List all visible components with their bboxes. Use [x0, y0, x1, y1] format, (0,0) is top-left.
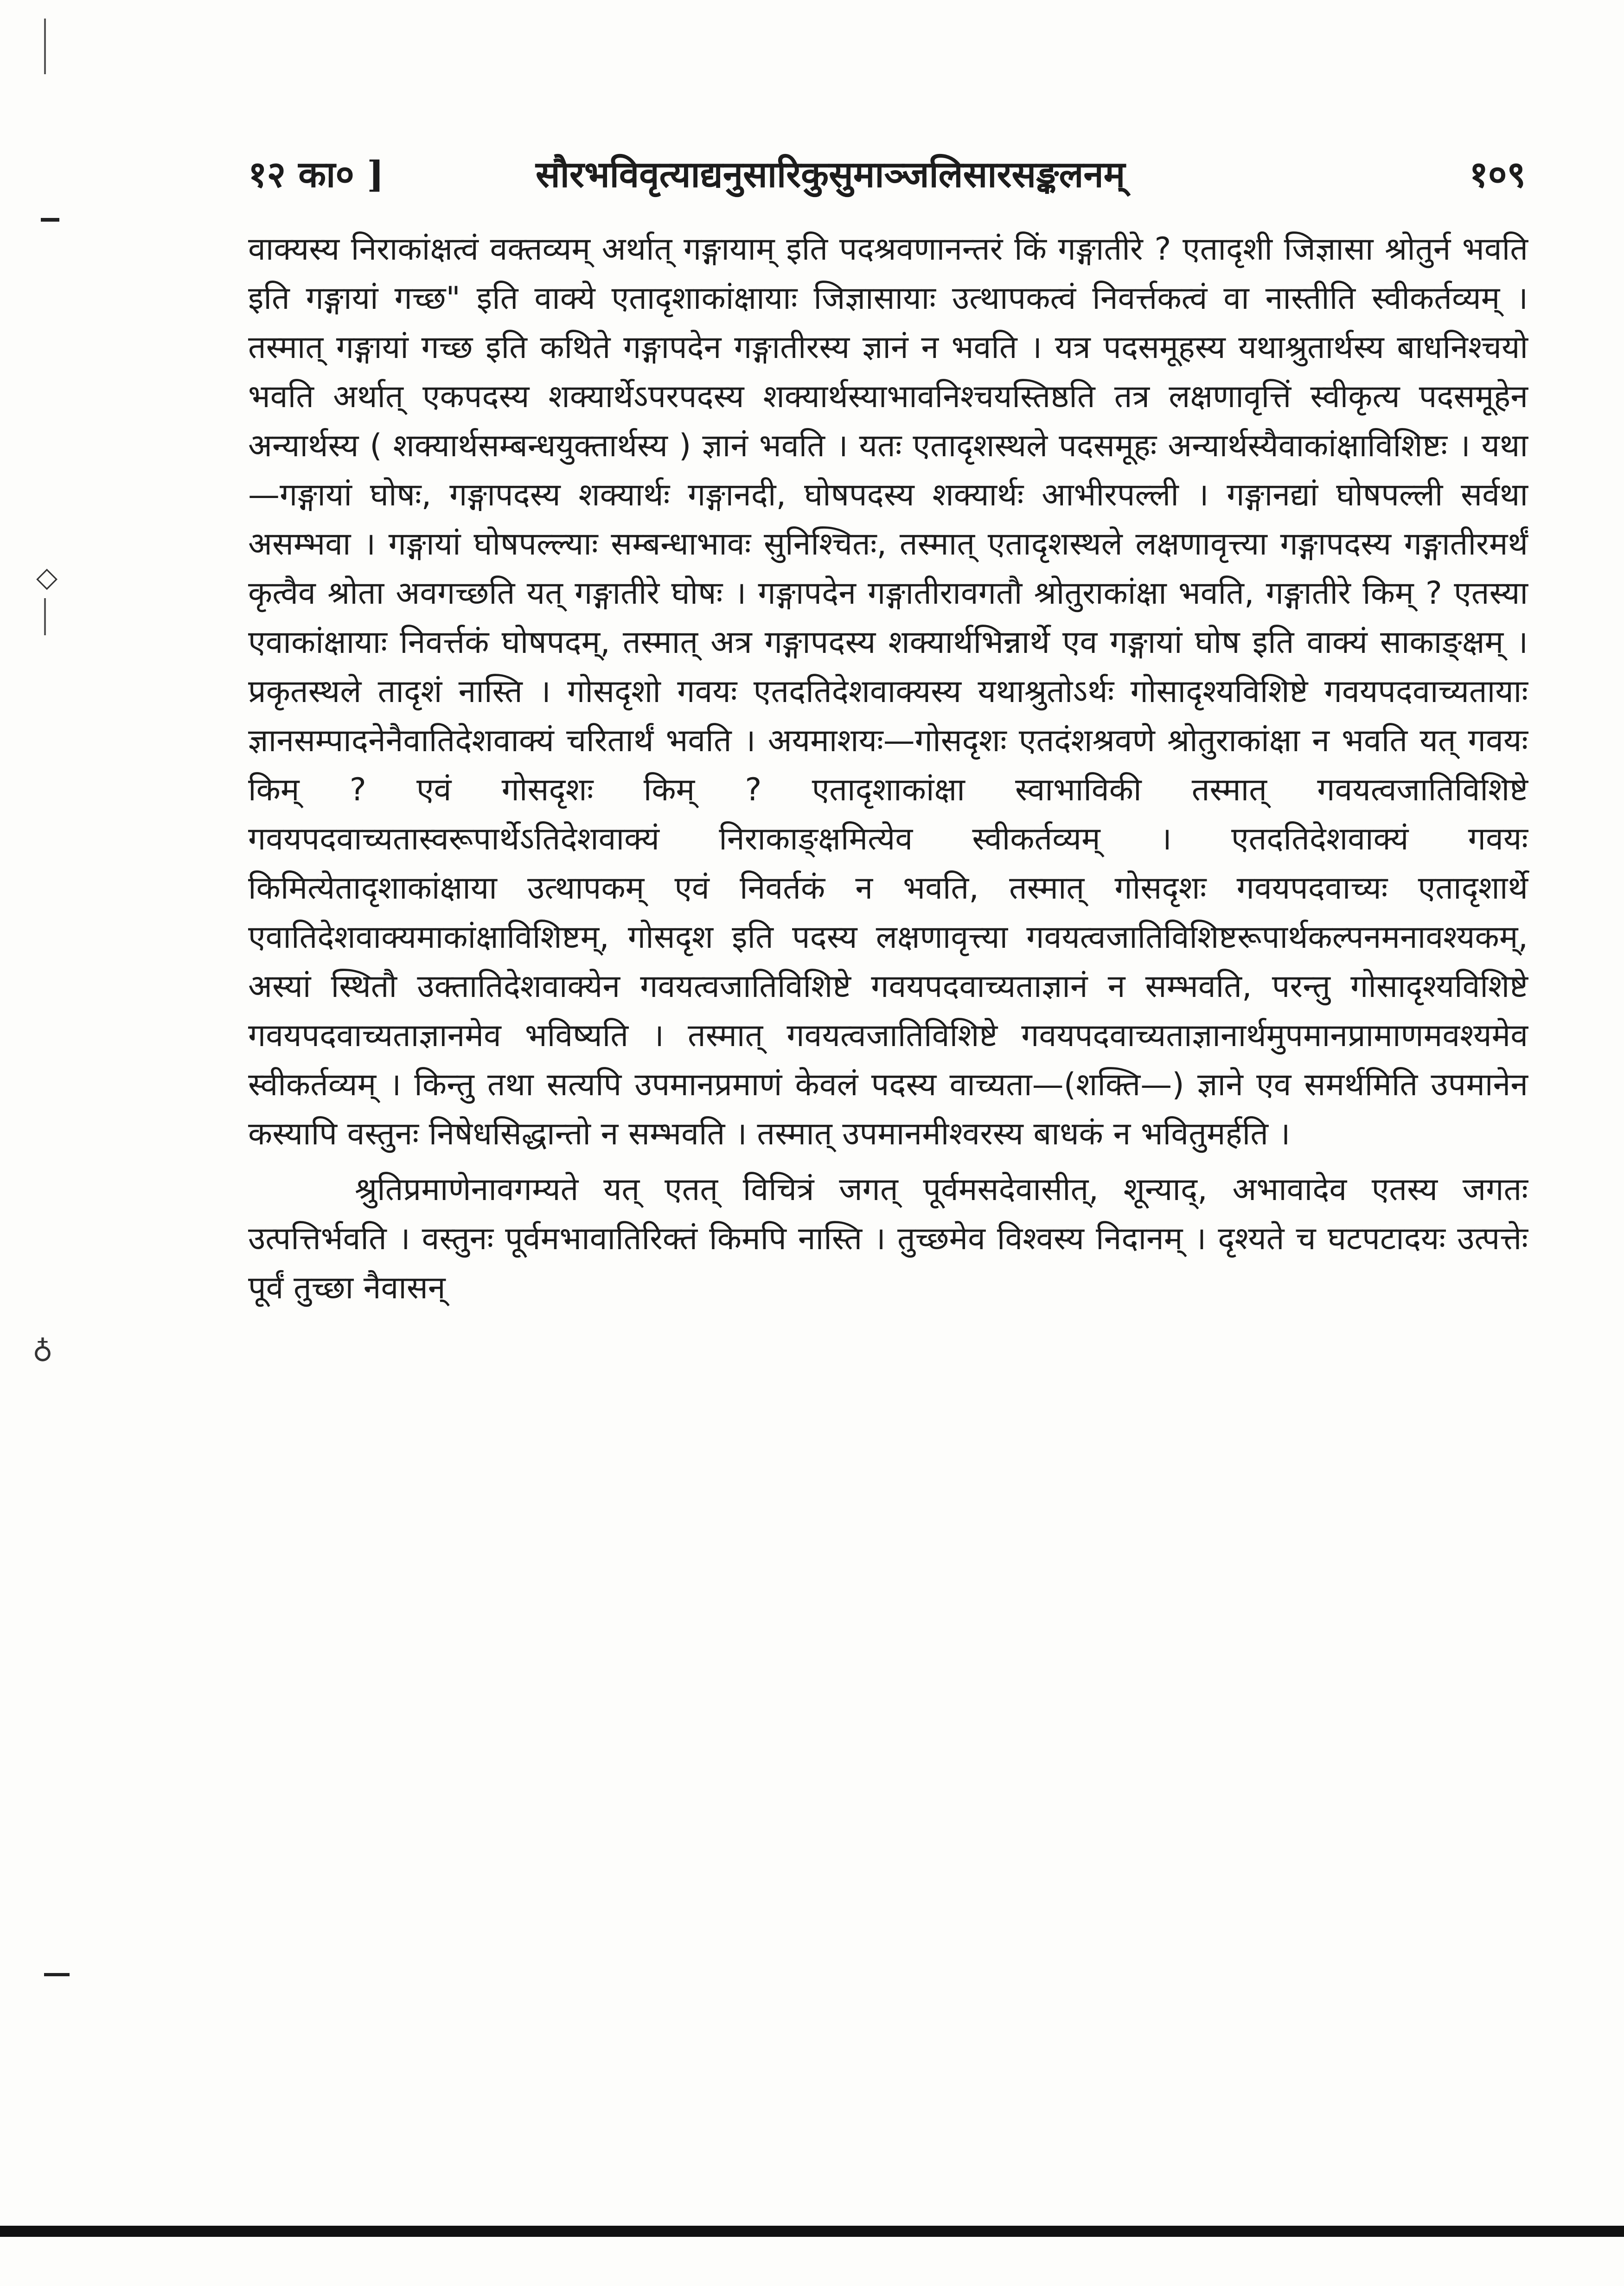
- chapter-reference: १२ का० ]: [248, 153, 384, 196]
- scan-bottom-edge: [0, 2226, 1624, 2237]
- scan-margin-line: [44, 598, 46, 635]
- scan-margin-mark: [41, 218, 59, 222]
- paragraph: वाक्यस्य निराकांक्षत्वं वक्तव्यम् अर्थात् गङ्गायाम् इति पदश्रवणानन्तरं किं गङ्गातीरे ? एतादृशी जिज्ञासा श्रोतुर्न भवति इति गङ्गायां गच्छ" इति वाक्ये एतादृशाकांक्षायाः जिज्ञासायाः उत्थापकत्वं निवर्त्तकत्वं वा नास्तीति स्वीकर्तव्यम् । तस्मात् गङ्गायां गच्छ इति कथिते गङ्गापदेन गङ्गातीरस्य ज्ञानं न भवति । यत्र पदसमूहस्य यथाश्रुतार्थस्य बाधनिश्चयो भवति अर्थात् एकपदस्य शक्यार्थेऽपरपदस्य शक्यार्थस्याभावनिश्चयस्तिष्ठति तत्र लक्षणावृत्तिं स्वीकृत्य पदसमूहेन अन्यार्थस्य ( शक्यार्थसम्बन्धयुक्तार्थस्य ) ज्ञानं भवति । यतः एतादृशस्थले पदसमूहः अन्यार्थस्यैवाकांक्षाविशिष्टः । यथा—गङ्गायां घोषः, गङ्गापदस्य शक्यार्थः गङ्गानदी, घोषपदस्य शक्यार्थः आभीरपल्ली । गङ्गानद्यां घोषपल्ली सर्वथा असम्भवा । गङ्गायां घोषपल्ल्याः सम्बन्धाभावः सुनिश्चितः, तस्मात् एतादृशस्थले लक्षणावृत्त्या गङ्गापदस्य गङ्गातीरमर्थं कृत्वैव श्रोता अवगच्छति यत् गङ्गातीरे घोषः । गङ्गापदेन गङ्गातीरावगतौ श्रोतुराकांक्षा भवति, गङ्गातीरे किम् ? एतस्या एवाकांक्षायाः निवर्त्तकं घोषपदम्, तस्मात् अत्र गङ्गापदस्य शक्यार्थभिन्नार्थे एव गङ्गायां घोष इति वाक्यं साकाङ्क्षम् । प्रकृतस्थले तादृशं नास्ति । गोसदृशो गवयः एतदतिदेशवाक्यस्य यथाश्रुतोऽर्थः गोसादृश्यविशिष्टे गवयपदवाच्यतायाः ज्ञानसम्पादनेनैवातिदेशवाक्यं चरितार्थं भवति । अयमाशयः—गोसदृशः एतदंशश्रवणे श्रोतुराकांक्षा न भवति यत् गवयः किम् ? एवं गोसदृशः किम् ? एतादृशाकांक्षा स्वाभाविकी तस्मात् गवयत्वजातिविशिष्टे गवयपदवाच्यतास्वरूपार्थेऽतिदेशवाक्यं निराकाङ्क्षमित्येव स्वीकर्तव्यम् । एतदतिदेशवाक्यं गवयः किमित्येतादृशाकांक्षाया उत्थापकम् एवं निवर्तकं न भवति, तस्मात् गोसदृशः गवयपदवाच्यः एतादृशार्थे एवातिदेशवाक्यमाकांक्षाविशिष्टम्, गोसदृश इति पदस्य लक्षणावृत्त्या गवयत्वजातिविशिष्टरूपार्थकल्पनमनावश्यकम्, अस्यां स्थितौ उक्तातिदेशवाक्येन गवयत्वजातिविशिष्टे गवयपदवाच्यताज्ञानं न सम्भवति, परन्तु गोसादृश्यविशिष्टे गवयपदवाच्यताज्ञानमेव भविष्यति । तस्मात् गवयत्वजातिविशिष्टे गवयपदवाच्यताज्ञानार्थमुपमानप्रामाणमवश्यमेव स्वीकर्तव्यम् । किन्तु तथा सत्यपि उपमानप्रमाणं केवलं पदस्य वाच्यता—(शक्ति—) ज्ञाने एव समर्थमिति उपमानेन कस्यापि वस्तुनः निषेधसिद्धान्तो न सम्भवति । तस्मात् उपमानमीश्वरस्य बाधकं न भवितुमर्हति ।: [248, 231, 1528, 1152]
- scan-margin-line: [44, 19, 46, 74]
- running-header: [248, 139, 1526, 195]
- scan-margin-symbol: ♁: [32, 1335, 53, 1368]
- page-number: १०९: [1469, 153, 1526, 196]
- scan-margin-mark: [44, 1973, 70, 1976]
- paragraph: श्रुतिप्रमाणेनावगम्यते यत् एतत् विचित्रं जगत् पूर्वमसदेवासीत्, शून्याद्, अभावादेव एतस्य जगतः उत्पत्तिर्भवति । वस्तुनः पूर्वमभावातिरिक्तं किमपि नास्ति । तुच्छमेव विश्वस्य निदानम् । दृश्यते च घटपटादयः उत्पत्तेः पूर्वं तुच्छा नैवासन्: [248, 1171, 1528, 1306]
- header-title: सौरभविवृत्याद्यनुसारिकुसुमाञ्जलिसारसङ्कलनम्: [536, 153, 1125, 196]
- scan-margin-symbol: ◇: [36, 561, 58, 594]
- body-text: [248, 225, 1528, 1313]
